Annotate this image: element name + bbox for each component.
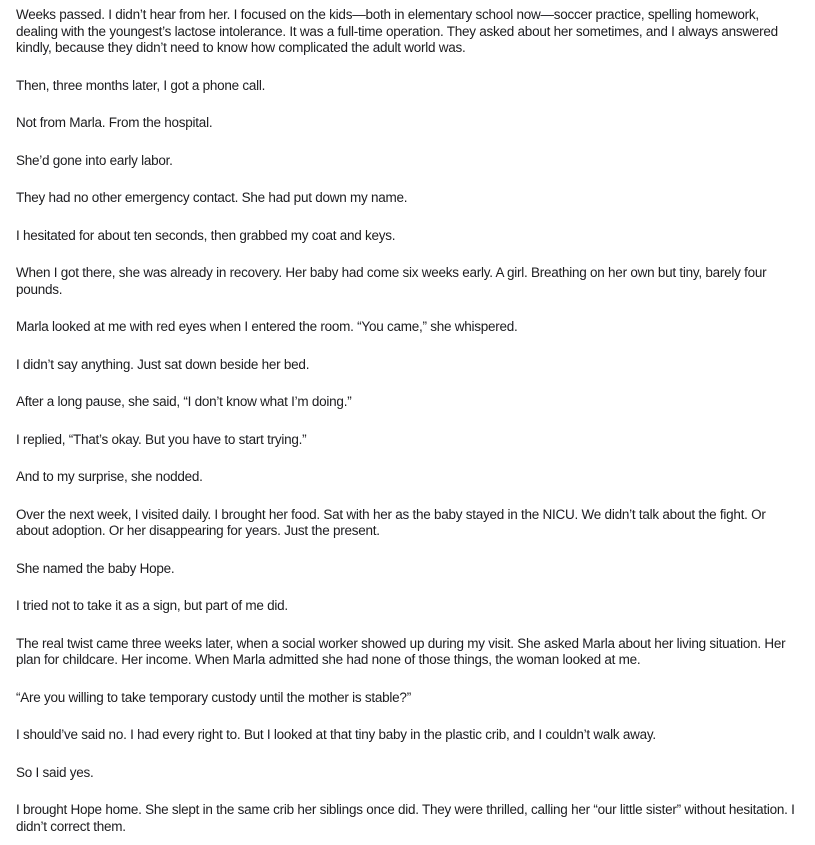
story-paragraph: The real twist came three weeks later, when a social worker showed up during my visit. She asked Marla about her living situation. Her plan for childcare. Her income. When Marla admitted she had none of those things, the woman looked at me. <box>16 635 786 667</box>
story-paragraph: I hesitated for about ten seconds, then grabbed my coat and keys. <box>16 227 396 243</box>
story-paragraph: They had no other emergency contact. She had put down my name. <box>16 190 408 205</box>
story-paragraph: Weeks passed. I didn’t hear from her. I focused on the kids—both in elementary school now—soccer practice, spelling homework, dealing with the youngest’s lactose intolerance. It was a full-time operation. They asked about her sometimes, and I always answered kindly, because they didn’t need to know how complicated the adult world was. <box>16 7 778 55</box>
story-paragraph: She’d gone into early labor. <box>16 152 173 168</box>
story-paragraph: She named the baby Hope. <box>16 560 175 576</box>
story-paragraph: “Are you willing to take temporary custody until the mother is stable?” <box>16 689 411 705</box>
story-text-body <box>16 7 801 835</box>
story-paragraph: Then, three months later, I got a phone call. <box>16 77 266 93</box>
story-paragraph: After a long pause, she said, “I don’t know what I’m doing.” <box>16 394 352 409</box>
story-paragraph: And to my surprise, she nodded. <box>16 469 203 484</box>
story-paragraph: I didn’t say anything. Just sat down beside her bed. <box>16 356 310 372</box>
story-paragraph: I tried not to take it as a sign, but part of me did. <box>16 598 288 613</box>
story-paragraph: Not from Marla. From the hospital. <box>16 115 213 130</box>
story-paragraph: I should’ve said no. I had every right to. But I looked at that tiny baby in the plastic crib, and I couldn’t walk away. <box>16 727 656 742</box>
story-paragraph: I replied, “That’s okay. But you have to start trying.” <box>16 431 307 447</box>
story-paragraph: Marla looked at me with red eyes when I entered the room. “You came,” she whispered. <box>16 319 518 334</box>
story-paragraph: When I got there, she was already in recovery. Her baby had come six weeks early. A girl. Breathing on her own but tiny, barely four pounds. <box>16 265 767 297</box>
story-paragraph: I brought Hope home. She slept in the same crib her siblings once did. They were thrilled, calling her “our little sister” without hesitation. I didn’t correct them. <box>16 802 795 834</box>
story-paragraph: Over the next week, I visited daily. I brought her food. Sat with her as the baby stayed in the NICU. We didn’t talk about the fight. Or about adoption. Or her disappearing for years. Just the present. <box>16 506 766 538</box>
story-paragraph: So I said yes. <box>16 764 94 780</box>
